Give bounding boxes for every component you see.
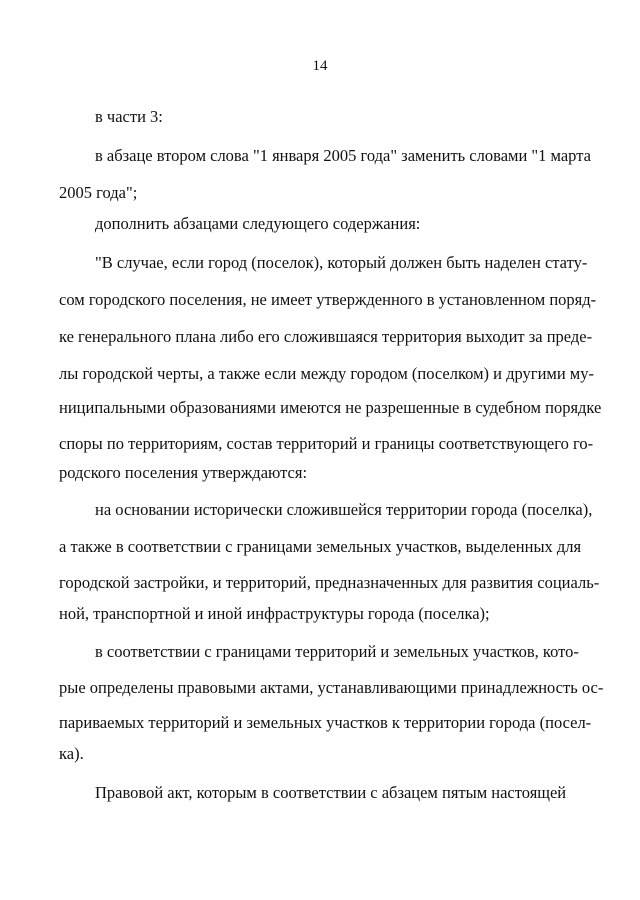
text-line: ной, транспортной и иной инфраструктуры города (поселка); bbox=[59, 604, 490, 623]
text-line: "В случае, если город (поселок), который должен быть наделен стату- bbox=[95, 253, 588, 272]
text-line: на основании исторически сложившейся территории города (поселка), bbox=[95, 500, 593, 519]
text-line: лы городской черты, а также если между городом (поселком) и другими му- bbox=[59, 364, 594, 383]
text-line: 2005 года"; bbox=[59, 183, 138, 202]
text-line-part-3: в части 3: bbox=[95, 107, 163, 126]
text-line: дополнить абзацами следующего содержания: bbox=[95, 214, 421, 233]
text-line: ниципальными образованиями имеются не разрешенные в судебном порядке bbox=[59, 398, 602, 417]
text-line: ка). bbox=[59, 744, 84, 763]
text-line: в абзаце втором слова "1 января 2005 года" заменить словами "1 марта bbox=[95, 146, 591, 165]
text-line: городской застройки, и территорий, предназначенных для развития социаль- bbox=[59, 573, 600, 592]
text-line: париваемых территорий и земельных участков к территории города (посел- bbox=[59, 713, 592, 732]
page-number: 14 bbox=[312, 58, 328, 74]
text-line: ке генерального плана либо его сложившаяся территория выходит за преде- bbox=[59, 327, 593, 346]
text-line: в соответствии с границами территорий и земельных участков, кото- bbox=[95, 642, 579, 661]
text-line: споры по территориям, состав территорий и границы соответствующего го- bbox=[59, 434, 594, 453]
text-line: сом городского поселения, не имеет утвержденного в установленном поряд- bbox=[59, 290, 597, 309]
text-line: родского поселения утверждаются: bbox=[59, 463, 308, 482]
text-line: рые определены правовыми актами, устанавливающими принадлежность ос- bbox=[59, 678, 604, 697]
text-line: Правовой акт, которым в соответствии с абзацем пятым настоящей bbox=[95, 783, 567, 802]
text-line: а также в соответствии с границами земельных участков, выделенных для bbox=[59, 537, 582, 556]
